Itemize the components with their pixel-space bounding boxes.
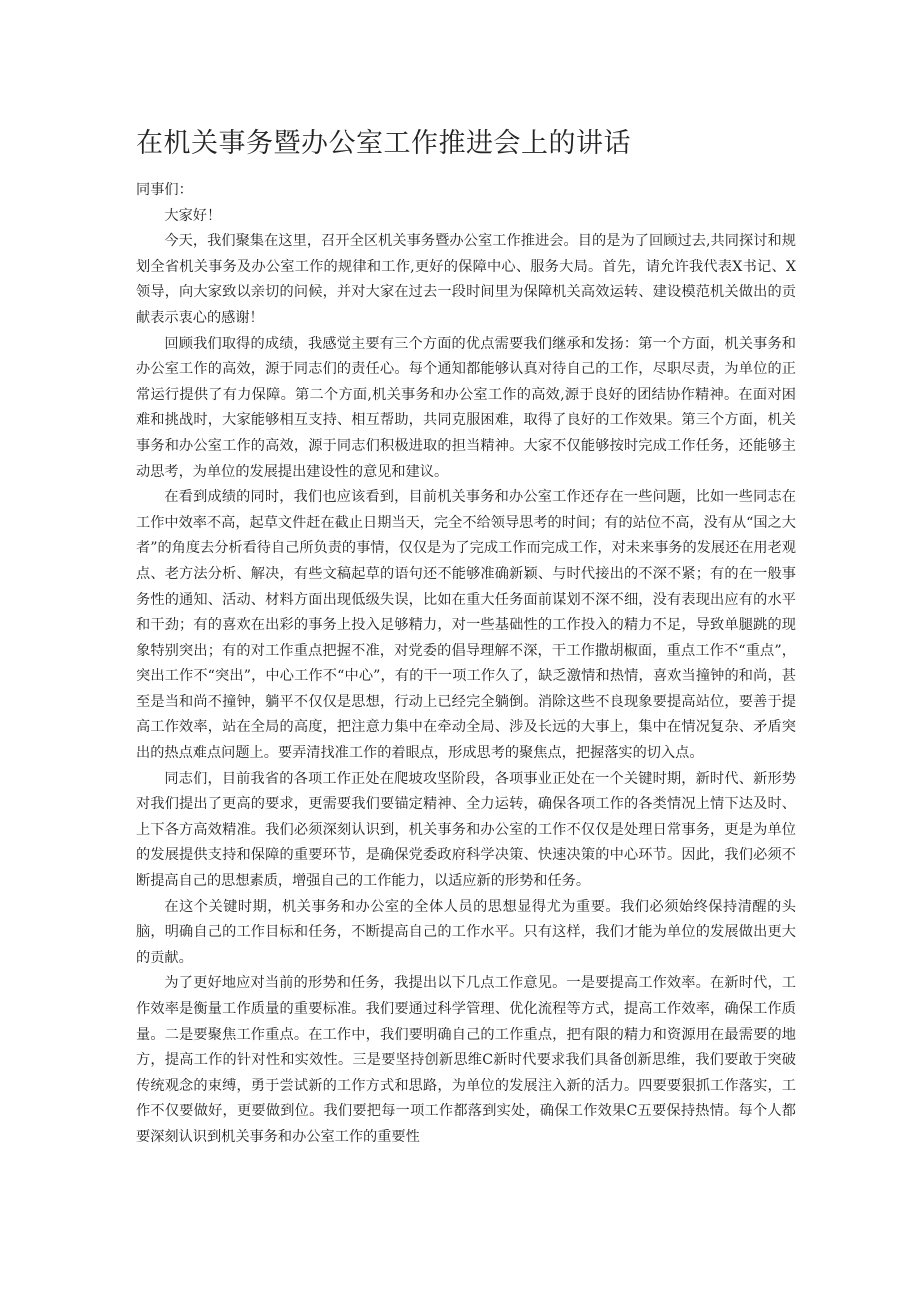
paragraph-situation: 同志们，目前我省的各项工作正处在爬坡攻坚阶段，各项事业正处在一个关键时期，新时代、新形势对我们提出了更高的要求，更需要我们要锚定精神、全力运转，确保各项工作的各类情况上情下达及时、上下各方高效精准。我们必须深刻认识到，机关事务和办公室的工作不仅仅是处理日常事务，更是为单位的发展提供支持和保障的重要环节，是确保党委政府科学决策、快速决策的中心环节。因此，我们必须不断提高自己的思想素质，增强自己的工作能力，以适应新的形势和任务。 (136, 770, 796, 890)
document-title: 在机关事务暨办公室工作推进会上的讲话 (136, 128, 631, 159)
paragraph-greeting: 大家好！ (164, 207, 222, 224)
paragraph-problems: 在看到成绩的同时，我们也应该看到，目前机关事务和办公室工作还存在一些问题，比如一些同志在工作中效率不高，起草文件赶在截止日期当天，完全不给领导思考的时间；有的站位不高，没有从“国之大者”的角度去分析看待自己所负责的事情，仅仅是为了完成工作而完成工作，对未来事务的发展还在用老观点、老方法分析、解决，有些文稿起草的语句还不能够准确新颖、与时代接出的不深不紧；有的在一般事务性的通知、活动、材料方面出现低级失误，比如在重大任务面前谋划不深不细，没有表现出应有的水平和干劲；有的喜欢在出彩的事务上投入足够精力，对一些基础性的工作投入的精力不足，导致单腿跳的现象特别突出；有的对工作重点把握不准，对党委的倡导理解不深，干工作撒胡椒面，重点工作不“重点”，突出工作不“突出”，中心工作不“中心”，有的干一项工作久了，缺乏激情和热情，喜欢当撞钟的和尚，甚至是当和尚不撞钟，躺平不仅仅是思想，行动上已经完全躺倒。消除这些不良现象要提高站位，要善于提高工作效率，站在全局的高度，把注意力集中在牵动全局、涉及长远的大事上，集中在情况复杂、矛盾突出的热点难点问题上。要弄清找准工作的着眼点，形成思考的聚焦点，把握落实的切入点。 (136, 489, 796, 762)
paragraph-achievements: 回顾我们取得的成绩，我感觉主要有三个方面的优点需要我们继承和发扬：第一个方面，机关事务和办公室工作的高效，源于同志们的责任心。每个通知都能够认真对待自己的工作，尽职尽责，为单位的正常运行提供了有力保障。第二个方面,机关事务和办公室工作的高效,源于良好的团结协作精神。在面对困难和挑战时，大家能够相互支持、相互帮助，共同克服困难，取得了良好的工作效果。第三个方面，机关事务和办公室工作的高效，源于同志们积极进取的担当精神。大家不仅能够按时完成工作任务，还能够主动思考，为单位的发展提出建设性的意见和建议。 (136, 335, 796, 480)
paragraph-work-opinions: 为了更好地应对当前的形势和任务，我提出以下几点工作意见。一是要提高工作效率。在新时代，工作效率是衡量工作质量的重要标准。我们要通过科学管理、优化流程等方式，提高工作效率，确保工作质量。二是要聚焦工作重点。在工作中，我们要明确自己的工作重点，把有限的精力和资源用在最需要的地方，提高工作的针对性和实效性。三是要坚持创新思维C新时代要求我们具备创新思维，我们要敢于突破传统观念的束缚，勇于尝试新的工作方式和思路，为单位的发展注入新的活力。四要要狠抓工作落实，工作不仅要做好，更要做到位。我们要把每一项工作都落到实处，确保工作效果C五要保持热情。每个人都要深刻认识到机关事务和办公室工作的重要性 (136, 975, 796, 1145)
salutation: 同事们： (136, 182, 193, 198)
paragraph-opening: 今天，我们聚集在这里，召开全区机关事务暨办公室工作推进会。目的是为了回顾过去,共同探讨和规划全省机关事务及办公室工作的规律和工作,更好的保障中心、服务大局。首先，请允许我代表X书记、X领导，向大家致以亲切的问候，并对大家在过去一段时间里为保障机关高效运转、建设模范机关做出的贡献表示衷心的感谢！ (136, 233, 796, 326)
paragraph-key-period: 在这个关键时期，机关事务和办公室的全体人员的思想显得尤为重要。我们必须始终保持清醒的头脑，明确自己的工作目标和任务，不断提高自己的工作水平。只有这样，我们才能为单位的发展做出更大的贡献。 (136, 898, 796, 966)
document-body (136, 124, 796, 1151)
